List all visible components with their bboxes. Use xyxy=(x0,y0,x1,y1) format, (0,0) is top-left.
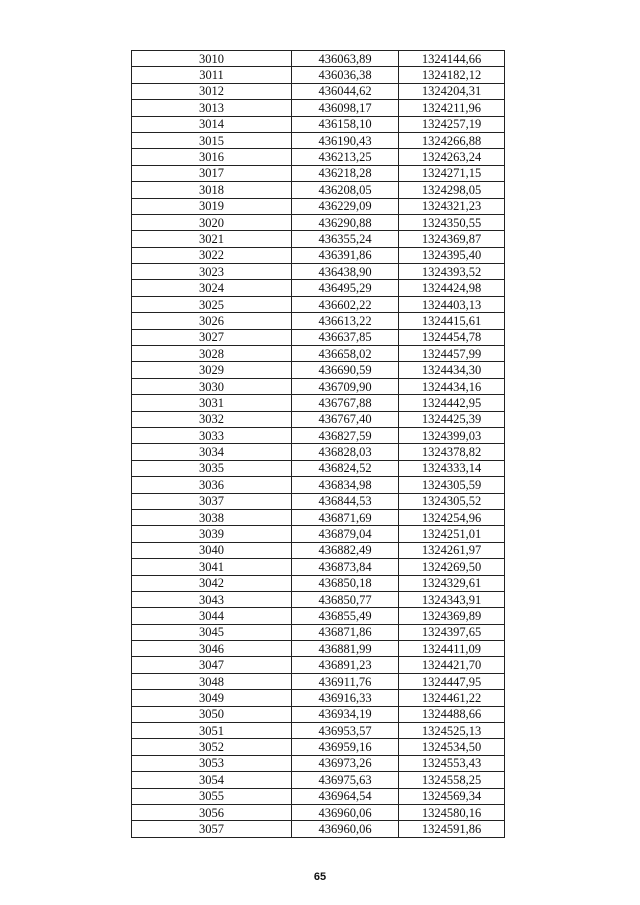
table-row xyxy=(132,83,505,99)
y-coordinate-cell: 1324269,50 xyxy=(399,559,505,575)
point-number-cell: 3034 xyxy=(132,444,292,460)
y-coordinate-cell: 1324403,13 xyxy=(399,296,505,312)
x-coordinate-cell: 436844,53 xyxy=(292,493,399,509)
table-row xyxy=(132,444,505,460)
table-row xyxy=(132,690,505,706)
table-row xyxy=(132,132,505,148)
x-coordinate-cell: 436218,28 xyxy=(292,165,399,181)
x-coordinate-cell: 436850,18 xyxy=(292,575,399,591)
point-number-cell: 3036 xyxy=(132,477,292,493)
table-row xyxy=(132,542,505,558)
x-coordinate-cell: 436158,10 xyxy=(292,116,399,132)
table-row xyxy=(132,641,505,657)
point-number-cell: 3045 xyxy=(132,624,292,640)
page-number: 65 xyxy=(313,871,327,883)
y-coordinate-cell: 1324525,13 xyxy=(399,723,505,739)
table-row xyxy=(132,657,505,673)
table-row xyxy=(132,296,505,312)
table-row xyxy=(132,723,505,739)
y-coordinate-cell: 1324553,43 xyxy=(399,755,505,771)
x-coordinate-cell: 436891,23 xyxy=(292,657,399,673)
y-coordinate-cell: 1324434,30 xyxy=(399,362,505,378)
table-row xyxy=(132,378,505,394)
x-coordinate-cell: 436824,52 xyxy=(292,460,399,476)
x-coordinate-cell: 436658,02 xyxy=(292,346,399,362)
point-number-cell: 3038 xyxy=(132,509,292,525)
y-coordinate-cell: 1324266,88 xyxy=(399,132,505,148)
x-coordinate-cell: 436767,40 xyxy=(292,411,399,427)
y-coordinate-cell: 1324378,82 xyxy=(399,444,505,460)
x-coordinate-cell: 436871,69 xyxy=(292,509,399,525)
coordinates-table-body xyxy=(132,51,505,838)
y-coordinate-cell: 1324558,25 xyxy=(399,772,505,788)
point-number-cell: 3017 xyxy=(132,165,292,181)
table-row xyxy=(132,313,505,329)
y-coordinate-cell: 1324447,95 xyxy=(399,673,505,689)
table-row xyxy=(132,411,505,427)
x-coordinate-cell: 436190,43 xyxy=(292,132,399,148)
table-row xyxy=(132,608,505,624)
point-number-cell: 3039 xyxy=(132,526,292,542)
x-coordinate-cell: 436767,88 xyxy=(292,395,399,411)
table-row xyxy=(132,477,505,493)
point-number-cell: 3029 xyxy=(132,362,292,378)
x-coordinate-cell: 436290,88 xyxy=(292,214,399,230)
x-coordinate-cell: 436613,22 xyxy=(292,313,399,329)
x-coordinate-cell: 436960,06 xyxy=(292,804,399,820)
x-coordinate-cell: 436098,17 xyxy=(292,100,399,116)
table-row xyxy=(132,509,505,525)
y-coordinate-cell: 1324411,09 xyxy=(399,641,505,657)
x-coordinate-cell: 436208,05 xyxy=(292,182,399,198)
point-number-cell: 3015 xyxy=(132,132,292,148)
x-coordinate-cell: 436828,03 xyxy=(292,444,399,460)
point-number-cell: 3013 xyxy=(132,100,292,116)
y-coordinate-cell: 1324580,16 xyxy=(399,804,505,820)
y-coordinate-cell: 1324144,66 xyxy=(399,51,505,67)
y-coordinate-cell: 1324329,61 xyxy=(399,575,505,591)
y-coordinate-cell: 1324454,78 xyxy=(399,329,505,345)
point-number-cell: 3054 xyxy=(132,772,292,788)
point-number-cell: 3046 xyxy=(132,641,292,657)
y-coordinate-cell: 1324271,15 xyxy=(399,165,505,181)
x-coordinate-cell: 436229,09 xyxy=(292,198,399,214)
x-coordinate-cell: 436879,04 xyxy=(292,526,399,542)
table-row xyxy=(132,100,505,116)
point-number-cell: 3010 xyxy=(132,51,292,67)
point-number-cell: 3011 xyxy=(132,67,292,83)
x-coordinate-cell: 436916,33 xyxy=(292,690,399,706)
table-row xyxy=(132,182,505,198)
point-number-cell: 3025 xyxy=(132,296,292,312)
point-number-cell: 3022 xyxy=(132,247,292,263)
y-coordinate-cell: 1324254,96 xyxy=(399,509,505,525)
point-number-cell: 3024 xyxy=(132,280,292,296)
point-number-cell: 3044 xyxy=(132,608,292,624)
table-row xyxy=(132,67,505,83)
x-coordinate-cell: 436873,84 xyxy=(292,559,399,575)
x-coordinate-cell: 436391,86 xyxy=(292,247,399,263)
table-row xyxy=(132,772,505,788)
table-row xyxy=(132,116,505,132)
y-coordinate-cell: 1324305,59 xyxy=(399,477,505,493)
x-coordinate-cell: 436690,59 xyxy=(292,362,399,378)
point-number-cell: 3049 xyxy=(132,690,292,706)
point-number-cell: 3023 xyxy=(132,264,292,280)
point-number-cell: 3021 xyxy=(132,231,292,247)
point-number-cell: 3018 xyxy=(132,182,292,198)
x-coordinate-cell: 436959,16 xyxy=(292,739,399,755)
point-number-cell: 3027 xyxy=(132,329,292,345)
point-number-cell: 3016 xyxy=(132,149,292,165)
table-row xyxy=(132,788,505,804)
x-coordinate-cell: 436960,06 xyxy=(292,821,399,837)
point-number-cell: 3055 xyxy=(132,788,292,804)
x-coordinate-cell: 436036,38 xyxy=(292,67,399,83)
y-coordinate-cell: 1324421,70 xyxy=(399,657,505,673)
table-row xyxy=(132,526,505,542)
table-row xyxy=(132,214,505,230)
point-number-cell: 3043 xyxy=(132,591,292,607)
point-number-cell: 3014 xyxy=(132,116,292,132)
y-coordinate-cell: 1324333,14 xyxy=(399,460,505,476)
y-coordinate-cell: 1324434,16 xyxy=(399,378,505,394)
x-coordinate-cell: 436602,22 xyxy=(292,296,399,312)
x-coordinate-cell: 436637,85 xyxy=(292,329,399,345)
table-row xyxy=(132,493,505,509)
x-coordinate-cell: 436953,57 xyxy=(292,723,399,739)
y-coordinate-cell: 1324534,50 xyxy=(399,739,505,755)
table-row xyxy=(132,821,505,837)
y-coordinate-cell: 1324369,89 xyxy=(399,608,505,624)
table-row xyxy=(132,149,505,165)
point-number-cell: 3035 xyxy=(132,460,292,476)
point-number-cell: 3030 xyxy=(132,378,292,394)
point-number-cell: 3041 xyxy=(132,559,292,575)
y-coordinate-cell: 1324257,19 xyxy=(399,116,505,132)
table-row xyxy=(132,673,505,689)
x-coordinate-cell: 436827,59 xyxy=(292,427,399,443)
y-coordinate-cell: 1324343,91 xyxy=(399,591,505,607)
x-coordinate-cell: 436834,98 xyxy=(292,477,399,493)
table-row xyxy=(132,575,505,591)
point-number-cell: 3040 xyxy=(132,542,292,558)
point-number-cell: 3051 xyxy=(132,723,292,739)
x-coordinate-cell: 436964,54 xyxy=(292,788,399,804)
table-row xyxy=(132,329,505,345)
table-row xyxy=(132,362,505,378)
table-row xyxy=(132,395,505,411)
y-coordinate-cell: 1324182,12 xyxy=(399,67,505,83)
y-coordinate-cell: 1324350,55 xyxy=(399,214,505,230)
point-number-cell: 3056 xyxy=(132,804,292,820)
y-coordinate-cell: 1324204,31 xyxy=(399,83,505,99)
point-number-cell: 3012 xyxy=(132,83,292,99)
x-coordinate-cell: 436975,63 xyxy=(292,772,399,788)
point-number-cell: 3031 xyxy=(132,395,292,411)
table-row xyxy=(132,427,505,443)
y-coordinate-cell: 1324424,98 xyxy=(399,280,505,296)
y-coordinate-cell: 1324263,24 xyxy=(399,149,505,165)
point-number-cell: 3019 xyxy=(132,198,292,214)
y-coordinate-cell: 1324397,65 xyxy=(399,624,505,640)
y-coordinate-cell: 1324211,96 xyxy=(399,100,505,116)
point-number-cell: 3047 xyxy=(132,657,292,673)
y-coordinate-cell: 1324461,22 xyxy=(399,690,505,706)
table-row xyxy=(132,264,505,280)
coordinates-table xyxy=(131,50,505,838)
y-coordinate-cell: 1324251,01 xyxy=(399,526,505,542)
table-row xyxy=(132,247,505,263)
x-coordinate-cell: 436881,99 xyxy=(292,641,399,657)
y-coordinate-cell: 1324488,66 xyxy=(399,706,505,722)
y-coordinate-cell: 1324399,03 xyxy=(399,427,505,443)
table-row xyxy=(132,231,505,247)
y-coordinate-cell: 1324321,23 xyxy=(399,198,505,214)
point-number-cell: 3048 xyxy=(132,673,292,689)
x-coordinate-cell: 436855,49 xyxy=(292,608,399,624)
y-coordinate-cell: 1324369,87 xyxy=(399,231,505,247)
table-row xyxy=(132,460,505,476)
table-row xyxy=(132,280,505,296)
point-number-cell: 3042 xyxy=(132,575,292,591)
table-row xyxy=(132,346,505,362)
point-number-cell: 3026 xyxy=(132,313,292,329)
x-coordinate-cell: 436871,86 xyxy=(292,624,399,640)
point-number-cell: 3032 xyxy=(132,411,292,427)
y-coordinate-cell: 1324305,52 xyxy=(399,493,505,509)
point-number-cell: 3028 xyxy=(132,346,292,362)
x-coordinate-cell: 436709,90 xyxy=(292,378,399,394)
y-coordinate-cell: 1324395,40 xyxy=(399,247,505,263)
y-coordinate-cell: 1324393,52 xyxy=(399,264,505,280)
x-coordinate-cell: 436063,89 xyxy=(292,51,399,67)
point-number-cell: 3020 xyxy=(132,214,292,230)
x-coordinate-cell: 436213,25 xyxy=(292,149,399,165)
x-coordinate-cell: 436911,76 xyxy=(292,673,399,689)
y-coordinate-cell: 1324569,34 xyxy=(399,788,505,804)
point-number-cell: 3033 xyxy=(132,427,292,443)
table-row xyxy=(132,591,505,607)
y-coordinate-cell: 1324425,39 xyxy=(399,411,505,427)
point-number-cell: 3057 xyxy=(132,821,292,837)
x-coordinate-cell: 436882,49 xyxy=(292,542,399,558)
x-coordinate-cell: 436934,19 xyxy=(292,706,399,722)
point-number-cell: 3050 xyxy=(132,706,292,722)
point-number-cell: 3052 xyxy=(132,739,292,755)
y-coordinate-cell: 1324298,05 xyxy=(399,182,505,198)
table-row xyxy=(132,51,505,67)
point-number-cell: 3053 xyxy=(132,755,292,771)
x-coordinate-cell: 436438,90 xyxy=(292,264,399,280)
y-coordinate-cell: 1324591,86 xyxy=(399,821,505,837)
x-coordinate-cell: 436973,26 xyxy=(292,755,399,771)
y-coordinate-cell: 1324457,99 xyxy=(399,346,505,362)
y-coordinate-cell: 1324415,61 xyxy=(399,313,505,329)
table-row xyxy=(132,739,505,755)
x-coordinate-cell: 436495,29 xyxy=(292,280,399,296)
point-number-cell: 3037 xyxy=(132,493,292,509)
y-coordinate-cell: 1324442,95 xyxy=(399,395,505,411)
table-row xyxy=(132,624,505,640)
x-coordinate-cell: 436044,62 xyxy=(292,83,399,99)
x-coordinate-cell: 436850,77 xyxy=(292,591,399,607)
table-row xyxy=(132,804,505,820)
table-row xyxy=(132,198,505,214)
table-row xyxy=(132,559,505,575)
table-row xyxy=(132,706,505,722)
x-coordinate-cell: 436355,24 xyxy=(292,231,399,247)
y-coordinate-cell: 1324261,97 xyxy=(399,542,505,558)
table-row xyxy=(132,165,505,181)
table-row xyxy=(132,755,505,771)
